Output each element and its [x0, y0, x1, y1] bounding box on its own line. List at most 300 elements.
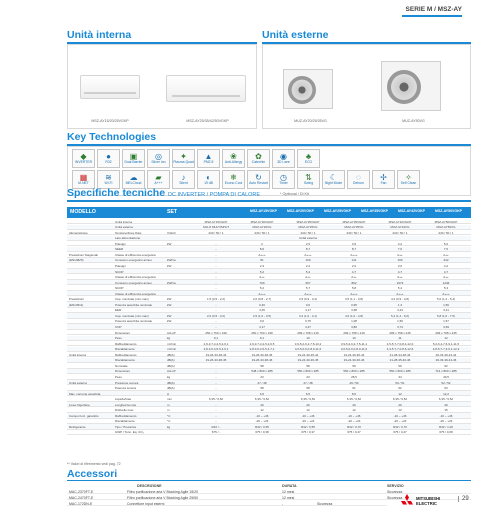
spec-cell: 232: [443, 258, 449, 263]
spec-row: [67, 419, 471, 424]
spec-cell: 2,8-3,6-4,5-5,4-7,1: [249, 347, 275, 352]
spec-cell: -10 ~ +46: [347, 413, 361, 418]
tech-badge-silent-icon: ♪ Silent: [172, 170, 195, 189]
spec-cell: 2,4: [305, 263, 311, 268]
optional-note: * Optional / Di Kit: [280, 192, 309, 196]
spec-row: [67, 369, 471, 374]
spec-row: [67, 341, 471, 346]
spec-cell: 230 / 50 / 1: [346, 230, 362, 235]
model-col-1: MSZ-AY15VGKP: [250, 209, 277, 213]
spec-cell: 5,2-6,4-7,6-9,1-11,5: [432, 341, 460, 346]
spec-cell: 12: [306, 408, 310, 413]
spec-cell: 10: [352, 336, 356, 341]
spec-unit-label: °C: [167, 419, 171, 424]
outdoor-units-box: [262, 44, 471, 129]
spec-cell: 1,5 (0,5 - 2,2): [206, 297, 225, 302]
spec-row: [67, 424, 471, 429]
spec-cell: MSZ-AY50VGKP: [434, 219, 458, 224]
spec-cell: 1,56: [443, 302, 449, 307]
spec-cell: 299 x 798 x 219: [343, 330, 365, 335]
spec-cell: -: [215, 275, 217, 280]
outdoor-title: Unità esterne: [262, 29, 329, 41]
spec-cell: A+++: [350, 252, 358, 257]
spec-group-label: Alimentazione: [69, 230, 88, 235]
spec-cell: 63: [444, 386, 448, 391]
spec-cell: A+++: [258, 291, 266, 296]
spec-param-label: Dislivello max: [115, 408, 134, 413]
spec-param-label: Raffreddamento: [115, 413, 137, 418]
model-col-2: MSZ-AY20VGKP: [287, 209, 314, 213]
spec-cell: 21-28-35-40-46: [389, 358, 411, 363]
spec-cell: 8,5: [351, 391, 357, 396]
spec-cell: -: [215, 369, 217, 374]
accessories-rule: [67, 480, 471, 481]
spec-cell: R32 / 0,55: [301, 424, 315, 429]
spec-cell: 1,57: [443, 319, 449, 324]
spec-cell: 1,50: [397, 319, 403, 324]
spec-cell: MUZ-AY20VG: [252, 225, 272, 230]
spec-cell: 20: [398, 402, 402, 407]
spec-cell: -20 ~ +24: [347, 419, 361, 424]
spec-cell: [239, 236, 285, 240]
spec-cell: 3,9-5,2-6,2-7,5-11,1: [340, 341, 368, 346]
spec-cell: 0,95: [351, 302, 357, 307]
spec-cell: 6,35 / 9,52: [346, 397, 362, 402]
spec-group-label: Unità esterna: [69, 380, 87, 385]
series-header: SERIE M / MSZ-AY: [405, 6, 462, 13]
spec-cell: R32 / 1,00: [439, 424, 453, 429]
model-col-6: MSZ-AY50VGKP: [435, 209, 462, 213]
spec-cell: 28,5: [351, 374, 357, 379]
spec-cell: 675 / 0,47: [393, 430, 407, 435]
spec-table-header: [67, 207, 471, 218]
spec-cell: 299 x 798 x 245: [435, 330, 457, 335]
spec-cell: A++: [397, 275, 403, 280]
spec-cell: 5,4: [305, 269, 311, 274]
spec-group-label: Refrigerante: [69, 424, 86, 429]
spec-param-label: Riscaldamento: [115, 419, 135, 424]
spec-cell: 2,0 (0,8 - 2,7): [252, 297, 271, 302]
spec-cell: 4,17: [259, 325, 265, 330]
spec-group-label: Prestazioni Stagionali: [69, 252, 98, 257]
spec-cell: 250 x 760 x 199: [251, 330, 273, 335]
spec-cell: 34: [398, 374, 402, 379]
spec-param-label: Classe di efficienza energetica: [115, 291, 156, 296]
spec-cell: 5,0: [443, 241, 449, 246]
mitsubishi-logo: [400, 494, 455, 508]
spec-param-label: Potenza assorbita nominale: [115, 302, 153, 307]
spec-cell: 6,5: [259, 391, 265, 396]
spec-row: [67, 291, 471, 296]
spec-cell: 20: [352, 402, 356, 407]
spec-param-label: Raffreddamento: [115, 352, 137, 357]
spec-cell: MUZ-AY42VG: [390, 225, 410, 230]
spec-cell: 4,4-5,7-7,0-8,6-12,6: [386, 347, 414, 352]
spec-row: [67, 330, 471, 335]
spec-row: [67, 252, 471, 257]
spec-cell: A++: [351, 275, 357, 280]
spec-cell: 2,0 (0,5 - 3,2): [206, 313, 225, 318]
tech-badge-inverter-icon: ◆ INVERTER: [72, 149, 95, 168]
spec-cell: 4,7: [443, 269, 449, 274]
spec-cell: R32 / 0,55: [255, 424, 269, 429]
tech-badge-r32-icon: ● R32: [97, 149, 120, 168]
spec-row: [67, 380, 471, 385]
spec-cell: 61: [352, 386, 356, 391]
spec-cell: 4,7: [351, 269, 357, 274]
accessory-row: MAC-2370FT-E Filtro purificazione aria V Blocking Agile 15/20 12 mesi Sicurezza: [67, 489, 471, 494]
spec-cell: 12: [398, 391, 402, 396]
spec-cell: 675 / 0,38: [255, 430, 269, 435]
spec-unit-label: kW: [167, 241, 172, 246]
spec-cell: -10 ~ +46: [439, 413, 453, 418]
spec-cell: 3,5: [351, 241, 357, 246]
spec-cell: 7,5: [443, 247, 449, 252]
spec-cell: 3,69: [443, 325, 449, 330]
spec-row: [67, 374, 471, 379]
spec-unit-label: dB(A): [167, 363, 175, 368]
spec-cell: MSZ-AY42VGKP: [388, 219, 412, 224]
spec-row: [67, 241, 471, 246]
spec-cell: 100: [305, 258, 311, 263]
spec-param-label: Unità esterna: [115, 225, 133, 230]
spec-unit-label: dB(A): [167, 358, 175, 363]
page-number: 29: [458, 496, 469, 502]
spec-cell: 250 x 760 x 199: [205, 330, 227, 335]
spec-row: [67, 319, 471, 324]
spec-cell: MUZ-AY35VG: [344, 225, 364, 230]
spec-cell: 8,6: [259, 247, 265, 252]
spec-unit-label: kg: [167, 336, 171, 341]
spec-cell: 4,0 (1,0 - 4,8): [344, 313, 363, 318]
tech-badge-self-clean-icon: ✧ Self Clean: [397, 170, 420, 189]
spec-cell: 0,46: [259, 302, 265, 307]
spec-cell: 3,23: [397, 308, 403, 313]
spec-row: [67, 391, 471, 396]
indoor-caption-2: MSZ-AY25/35/42/50VGKP: [186, 119, 229, 123]
spec-cell: 1,3: [397, 302, 403, 307]
spec-cell: 230 / 50 / 1: [300, 230, 316, 235]
outdoor-unit-large-image: [381, 61, 441, 111]
tech-badge-auto-restart-icon: ↻ Auto Restart: [247, 170, 270, 189]
spec-param-label: Peso: [115, 336, 122, 341]
spec-cell: 5,3: [443, 286, 449, 291]
spec-unit-label: AxLxP: [167, 330, 176, 335]
spec-cell: 230 / 50 / 1: [254, 230, 270, 235]
spec-row: [67, 236, 471, 241]
spec-cell: R32 / 0,70: [347, 424, 361, 429]
spec-cell: 3,9-5,2-6,2-7,5-10,2: [294, 341, 322, 346]
spec-cell: 19-26-33-38-43: [205, 352, 227, 357]
spec-cell: 230 / 50 / 1: [392, 230, 408, 235]
spec-cell: 0,6: [259, 319, 265, 324]
spec-cell: 6,35 / 9,52: [254, 397, 270, 402]
spec-unit-label: kWh/a: [167, 280, 176, 285]
spec-param-label: Dimensioni: [115, 369, 130, 374]
spec-unit-label: dB(A): [167, 352, 175, 357]
model-col-5: MSZ-AY42VGKP: [398, 209, 425, 213]
indoor-units-box: [67, 44, 257, 129]
spec-group-label: Max. corrente assorbita: [69, 391, 101, 396]
spec-cell: 5,2: [259, 269, 265, 274]
spec-param-label: Pressione sonora: [115, 380, 139, 385]
spec-cell: R32 / 0,70: [393, 424, 407, 429]
tech-badge-db-icon: ◐ 19 dB: [197, 170, 220, 189]
spec-cell: MUZ-AY25VG: [298, 225, 318, 230]
spec-param-label: Lunghezza max: [115, 402, 137, 407]
spec-group-label: (EN14825): [69, 258, 84, 263]
spec-param-label: Unità interna: [115, 219, 133, 224]
spec-cell: 4,0-5,0-6,0-8,0-11,6: [340, 347, 368, 352]
spec-cell: -20 ~ +24: [301, 419, 315, 424]
spec-param-label: Raffreddamento: [115, 341, 137, 346]
spec-cell: [377, 236, 423, 240]
spec-cell: 5,0 (1,4 - 5,4): [436, 297, 455, 302]
spec-param-label: Riscaldamento: [115, 347, 135, 352]
spec-row: [67, 263, 471, 268]
spec-cell: 12: [398, 408, 402, 413]
spec-row: [67, 358, 471, 363]
spec-cell: -: [215, 402, 217, 407]
spec-row: [67, 286, 471, 291]
spec-cell: 2,3: [259, 263, 265, 268]
spec-cell: 2,9: [351, 263, 357, 268]
spec-cell: 21-28-34-38-43: [389, 352, 411, 357]
spec-cell: -: [215, 241, 217, 246]
outdoor-unit-small-image: [283, 69, 333, 109]
spec-cell: 20: [260, 402, 264, 407]
spec-cell: 8,7: [305, 247, 311, 252]
spec-cell: A+++: [442, 291, 450, 296]
spec-cell: 6,35 / 9,52: [208, 397, 224, 402]
spec-cell: 62: [444, 363, 448, 368]
spec-group-label: (EN14511): [69, 302, 84, 307]
spec-head-models: [245, 209, 467, 213]
spec-cell: [331, 236, 377, 240]
spec-cell: 675 / -: [211, 430, 221, 435]
spec-cell: 8,7: [351, 247, 357, 252]
spec-cell: 709: [259, 280, 265, 285]
spec-row: [67, 386, 471, 391]
spec-param-label: GWP / Tonn. Eq. CO₂: [115, 430, 144, 435]
spec-cell: 52 / 52: [441, 380, 451, 385]
spec-cell: 5,2: [259, 286, 265, 291]
spec-cell: 2,5 (0,9 - 3,4): [298, 297, 317, 302]
three-diamonds-icon: [400, 494, 414, 508]
spec-cell: -: [215, 363, 217, 368]
spec-cell: 3,2 (1,0 - 4,1): [298, 313, 317, 318]
spec-param-label: Lato alimentazione: [115, 236, 141, 241]
spec-row: [67, 225, 471, 230]
spec-param-label: Pdesign: [115, 263, 126, 268]
spec-cell: 4,17: [305, 308, 311, 313]
spec-cell: -: [215, 291, 217, 296]
spec-cell: 4,35: [259, 308, 265, 313]
spec-cell: A+++: [350, 291, 358, 296]
spec-cell: 141: [351, 258, 357, 263]
spec-cell: -: [215, 252, 217, 257]
spec-param-label: SCOP: [115, 269, 124, 274]
spec-cell: -: [215, 419, 217, 424]
spec-cell: -10 ~ +46: [393, 413, 407, 418]
spec-cell: A++: [305, 275, 311, 280]
spec-cell: 1,08: [351, 319, 357, 324]
spec-cell: 81: [260, 258, 264, 263]
spec-head-set: SET: [167, 209, 178, 215]
spec-row: [67, 430, 471, 435]
spec-rule: [67, 200, 471, 202]
spec-cell: 30: [444, 402, 448, 407]
tech-badge-3d-isee-icon: ◉ 3D i-see: [272, 149, 295, 168]
model-col-3: MSZ-AY25VGKP: [324, 209, 351, 213]
spec-row: [67, 336, 471, 341]
spec-cell: 3,21: [443, 308, 449, 313]
spec-row: [67, 280, 471, 285]
spec-cell: 5,8: [351, 286, 357, 291]
spec-cell: -: [215, 280, 217, 285]
spec-cell: 47 / 48: [257, 380, 267, 385]
spec-cell: -: [215, 308, 217, 313]
spec-unit-label: kg: [167, 424, 171, 429]
spec-cell: 19-24-30-36-42: [297, 352, 319, 357]
spec-unit-label: dB(A): [167, 386, 175, 391]
spec-cell: Unità esterna: [299, 236, 317, 241]
spec-row: [67, 313, 471, 318]
spec-cell: 12: [352, 408, 356, 413]
spec-cell: 4,7: [397, 269, 403, 274]
spec-cell: 58: [260, 363, 264, 368]
spec-unit-label: kW: [167, 302, 172, 307]
spec-cell: 50 / 51: [395, 380, 405, 385]
spec-cell: 675 / 0,68: [439, 430, 453, 435]
spec-cell: 12: [260, 408, 264, 413]
spec-cell: 1246: [442, 280, 450, 285]
spec-group-label: Prestazioni: [69, 297, 84, 302]
spec-cell: 196: [397, 258, 403, 263]
spec-param-label: Pdesign: [115, 241, 126, 246]
indoor-unit-large-image: [166, 75, 246, 102]
spec-cell: 6,35 / 9,52: [392, 397, 408, 402]
spec-cell: -: [215, 319, 217, 324]
spec-row: [67, 230, 471, 235]
spec-cell: 10: [306, 336, 310, 341]
spec-cell: MUZ-AY50VG: [436, 225, 456, 230]
spec-cell: 2,9-3,7-4,4-5,2-6,5: [249, 341, 275, 346]
spec-cell: -: [215, 374, 217, 379]
spec-cell: -: [215, 247, 217, 252]
spec-cell: -: [215, 380, 217, 385]
spec-cell: 5,7: [305, 286, 311, 291]
spec-param-label: Nominale: [115, 363, 128, 368]
spec-row: [67, 413, 471, 418]
spec-cell: 0,6: [305, 302, 311, 307]
spec-param-label: Classe di efficienza energetica: [115, 252, 156, 257]
spec-unit-label: °C: [167, 413, 171, 418]
outdoor-caption-1: MUZ-AY20/25/35VG: [294, 119, 327, 123]
spec-row: [67, 308, 471, 313]
spec-cell: 548 x 800 x 285: [251, 369, 273, 374]
spec-row: [67, 297, 471, 302]
spec-param-label: Riscaldamento: [115, 358, 135, 363]
spec-footnote: ** Valori di riferimento vedi pag. 72: [67, 462, 121, 466]
outdoor-caption-2: MUZ-AY50VG: [402, 119, 425, 123]
acc-head-dur: DURATA: [282, 483, 297, 488]
spec-cell: 47 / 48: [303, 380, 313, 385]
spec-cell: SOLO MULTISPLIT: [202, 225, 230, 230]
spec-param-label: Classe di efficienza energetica: [115, 275, 156, 280]
spec-row: [67, 347, 471, 352]
spec-unit-label: m: [167, 408, 170, 413]
spec-cell: 5,8 (1,6 - 7,5): [436, 313, 455, 318]
spec-cell: 15: [444, 408, 448, 413]
spec-cell: A++: [259, 275, 265, 280]
spec-row: [67, 269, 471, 274]
spec-cell: 550 x 800 x 285: [389, 369, 411, 374]
spec-cell: 550 x 800 x 285: [343, 369, 365, 374]
indoor-unit-small-image: [80, 75, 140, 99]
tech-badge-fan-icon: ✢ Fan: [372, 170, 395, 189]
spec-cell: 6,5: [305, 391, 311, 396]
spec-cell: [193, 236, 239, 240]
spec-cell: -: [215, 286, 217, 291]
spec-cell: -10 ~ +46: [255, 413, 269, 418]
spec-unit-label: mm: [167, 397, 172, 402]
tech-badge-night-icon: ☾ Night Mode: [322, 170, 345, 189]
spec-cell: 230 / 50 / 1: [438, 230, 454, 235]
spec-cell: A+++: [258, 252, 266, 257]
spec-cell: MSZ-AY35VGKP: [342, 219, 366, 224]
spec-row: [67, 219, 471, 224]
spec-cell: 3,74: [397, 325, 403, 330]
spec-cell: A++: [443, 275, 449, 280]
spec-cell: 59: [398, 363, 402, 368]
spec-cell: -20 ~ +24: [393, 419, 407, 424]
spec-row: [67, 302, 471, 307]
acc-head-svc: SERVIZIO: [387, 483, 404, 488]
spec-cell: 675 / 0,47: [347, 430, 361, 435]
spec-cell: -20 ~ +24: [255, 419, 269, 424]
tech-badge-econo-cool-icon: ❄ Econo Cool: [222, 170, 245, 189]
accessory-row: MAC-172DN-E Connettore input esterni - Sicurezza: [67, 501, 387, 506]
spec-param-label: Cap. nominale (min-max): [115, 313, 149, 318]
spec-param-label: Consumo energetico annuo: [115, 280, 152, 285]
spec-cell: 4,5-5,7-7,0-8,4-12,0: [386, 341, 414, 346]
spec-cell: 4,8-5,7-7,3-9,1-12,3: [432, 347, 460, 352]
spec-cell: -: [215, 263, 217, 268]
spec-cell: 23: [260, 374, 264, 379]
spec-cell: 4,27: [305, 325, 311, 330]
tech-badge-energy-class-icon: ▰ A+++: [147, 170, 170, 189]
spec-cell: 58: [306, 363, 310, 368]
spec-cell: 19-26-33-38-45: [205, 358, 227, 363]
spec-cell: 62: [398, 386, 402, 391]
spec-cell: 2,5: [305, 241, 311, 246]
tech-badge-wifi-icon: ≋ Wi-Fi: [97, 170, 120, 189]
spec-cell: A++: [397, 252, 403, 257]
spec-cell: A+++: [304, 291, 312, 296]
spec-group-label: Linee frigorifere: [69, 402, 90, 407]
spec-cell: -: [215, 269, 217, 274]
spec-param-label: Peso: [115, 374, 122, 379]
spec-cell: 9,1: [259, 336, 265, 341]
header-rule: [402, 15, 462, 17]
key-tech-title: Key Technologies: [67, 131, 157, 143]
spec-cell: A++: [443, 252, 449, 257]
spec-unit-label: V/Hz/n: [167, 230, 177, 235]
spec-row: [67, 402, 471, 407]
spec-cell: 3,6: [397, 263, 403, 268]
spec-cell: 714 x 800 x 285: [435, 369, 457, 374]
